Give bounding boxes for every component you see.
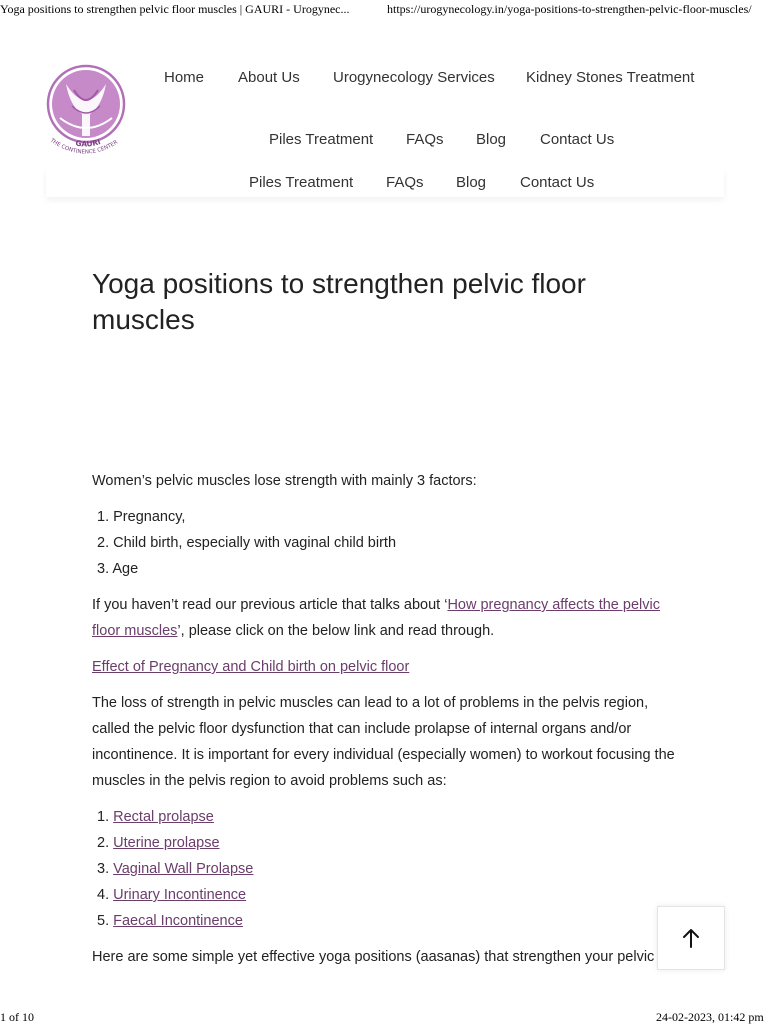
article-title: Yoga positions to strengthen pelvic floor muscles [92, 268, 586, 335]
gauri-logo-icon [44, 60, 132, 160]
effect-link-paragraph [92, 654, 682, 680]
sticky-nav-contact-us[interactable]: Contact Us [520, 174, 595, 191]
page-count: 1 of 10 [0, 1010, 34, 1024]
intro-paragraph: Women’s pelvic muscles lose strength with mainly 3 factors: [92, 473, 477, 489]
dysfunction-paragraph: The loss of strength in pelvic muscles can lead to a lot of problems in the pelvis region, called the pelvic floor dysfunction that can include prolapse of internal organs and/or incontinence. It is important for every individual (especially women) to workout focusing the muscles in the pelvis region to avoid problems such as: [92, 695, 675, 789]
vaginal-wall-prolapse-link[interactable]: Vaginal Wall Prolapse [113, 861, 254, 877]
nav-kidney-stones-treatment[interactable]: Kidney Stones Treatment [526, 69, 695, 86]
nav-faqs[interactable]: FAQs [406, 131, 444, 148]
print-datetime: 24-02-2023, 01:42 pm [656, 1010, 764, 1024]
factors-list [97, 504, 396, 582]
list-item: 4. Urinary Incontinence [97, 887, 247, 903]
logo-tagline-text: THE CONTINENCE CENTER [48, 137, 120, 156]
list-item: 2. Uterine prolapse [97, 835, 220, 851]
print-header-url: https://urogynecology.in/yoga-positions-to-strengthen-pelvic-floor-muscles/ [387, 2, 752, 16]
nav-home[interactable]: Home [164, 69, 205, 86]
effect-of-pregnancy-link[interactable]: Effect of Pregnancy and Child birth on pelvic floor [92, 659, 410, 675]
list-item: 2. Child birth, especially with vaginal child birth [97, 535, 397, 551]
nav-blog[interactable]: Blog [476, 131, 507, 148]
nav-urogynecology-services[interactable]: Urogynecology Services [333, 69, 495, 86]
list-item: 1. Rectal prolapse [97, 809, 214, 825]
factor-text: Pregnancy, [113, 509, 186, 525]
yoga-intro-paragraph: Here are some simple yet effective yoga positions (aasanas) that strengthen your pelvic [92, 949, 655, 965]
list-item: 1. Pregnancy, [97, 509, 186, 525]
paragraph-text: If you haven’t read our previous article that talks about ‘ [92, 597, 448, 613]
list-item: 5. Faecal Incontinence [97, 913, 243, 929]
nav-about-us[interactable]: About Us [238, 69, 300, 86]
paragraph-text: ’, please click on the below link and read through. [177, 623, 495, 639]
sticky-nav-faqs[interactable]: FAQs [386, 174, 424, 191]
print-header [0, 2, 768, 18]
factor-text: Child birth, especially with vaginal child birth [113, 535, 397, 551]
problems-list [97, 804, 253, 934]
sticky-nav-bar [46, 169, 724, 197]
print-footer [0, 1010, 768, 1024]
nav-piles-treatment[interactable]: Piles Treatment [269, 131, 374, 148]
back-to-top-button[interactable] [657, 906, 725, 970]
nav-contact-us[interactable]: Contact Us [540, 131, 615, 148]
faecal-incontinence-link[interactable]: Faecal Incontinence [113, 913, 243, 929]
logo-brand-text: GAURI [74, 137, 102, 149]
list-item: 3. Vaginal Wall Prolapse [97, 861, 254, 877]
factor-text: Age [112, 561, 139, 577]
arrow-up-icon [680, 927, 702, 949]
urinary-incontinence-link[interactable]: Urinary Incontinence [113, 887, 247, 903]
previous-article-paragraph [92, 592, 682, 644]
rectal-prolapse-link[interactable]: Rectal prolapse [113, 809, 214, 825]
print-header-title: Yoga positions to strengthen pelvic floor muscles | GAURI - Urogynec... [0, 2, 350, 16]
sticky-nav-piles-treatment[interactable]: Piles Treatment [249, 174, 354, 191]
site-logo[interactable] [44, 60, 132, 160]
pregnancy-pelvic-floor-link[interactable]: How pregnancy affects the pelvic floor muscles [92, 597, 660, 639]
list-item: 3. Age [97, 561, 139, 577]
uterine-prolapse-link[interactable]: Uterine prolapse [113, 835, 220, 851]
sticky-nav-blog[interactable]: Blog [456, 174, 487, 191]
